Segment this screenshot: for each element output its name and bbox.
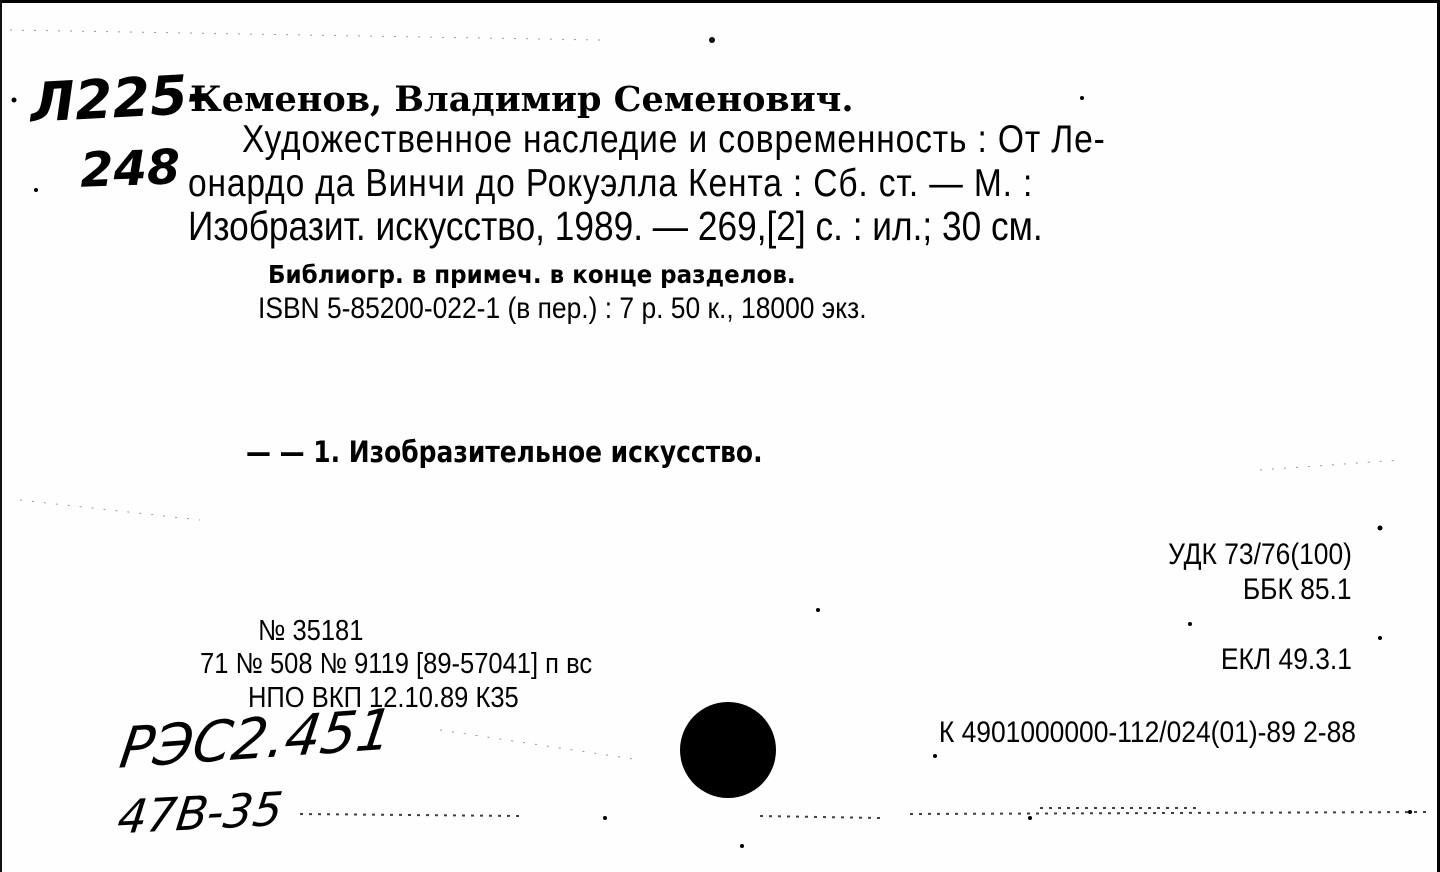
bbk-code: ББК 85.1 <box>1243 573 1352 606</box>
udk-code: УДК 73/76(100) <box>1168 538 1352 571</box>
accession-line-3: НПО ВКП 12.10.89 К35 <box>248 682 519 714</box>
title-line-2: онардо да Винчи до Рокуэлла Кента : Сб. ст. — М. : <box>188 162 1034 205</box>
isbn-line: ISBN 5-85200-022-1 (в пер.) : 7 р. 50 к., 18000 экз. <box>258 292 867 325</box>
accession-number: № 35181 <box>258 615 364 647</box>
handwritten-shelf-mark-top: Л225- <box>28 62 212 135</box>
k-index-code: К 4901000000-112/024(01)-89 2-88 <box>938 716 1356 749</box>
handwritten-inventory-number: РЭС2.451 <box>115 697 397 782</box>
handwritten-shelf-mark-bottom: 248 <box>79 139 182 199</box>
bibliography-note: Библиогр. в примеч. в конце разделов. <box>268 260 796 289</box>
accession-line-2: 71 № 508 № 9119 [89-57041] п вс <box>200 648 593 680</box>
title-line-3: Изобразит. искусство, 1989. — 269,[2] с. : ил.; 30 см. <box>188 203 1043 249</box>
subject-heading: — — 1. Изобразительное искусство. <box>246 435 763 469</box>
ekl-code: ЕКЛ 49.3.1 <box>1220 643 1352 676</box>
author-heading: Кеменов, Владимир Семенович. <box>190 79 854 120</box>
handwritten-code: 47B-35 <box>114 781 286 845</box>
title-line-1: Художественное наследие и современность : От Ле- <box>242 118 1106 161</box>
